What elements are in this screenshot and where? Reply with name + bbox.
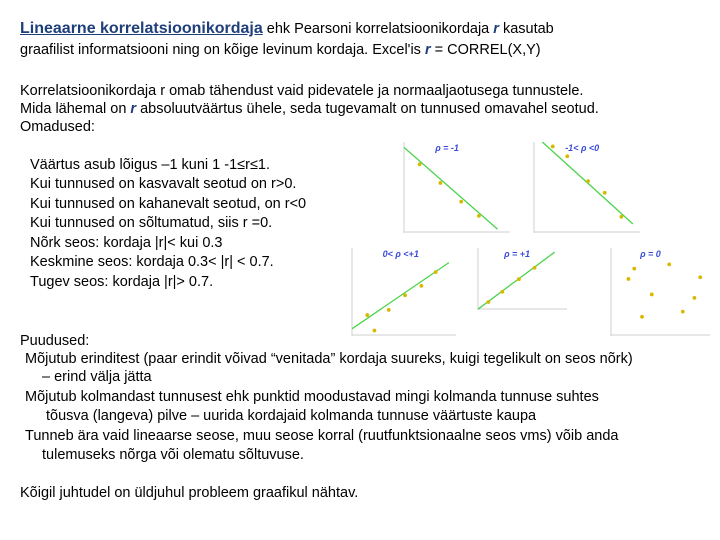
property-item-1: Väärtus asub lõigus –1 kuni 1 -1≤r≤1. <box>30 157 270 173</box>
scatter-plot-2 <box>528 138 640 233</box>
data-point <box>418 162 422 166</box>
data-point <box>565 154 569 158</box>
drawback-item-3-cont: tulemuseks nõrga või olematu sõltuvuse. <box>42 447 304 463</box>
plot-label: 0< ρ <+1 <box>382 249 419 259</box>
scatter-plot-svg-5 <box>605 244 710 336</box>
data-point <box>487 300 491 304</box>
para2-line-1: Korrelatsioonikordaja r omab tähendust vaid pidevatele ja normaaljaotusega tunnustele. <box>20 83 584 99</box>
scatter-plot-svg-1 <box>398 138 510 233</box>
drawback-item-3: Tunneb ära vaid lineaarse seose, muu seose korral (ruutfunktsionaalne seos vms) võib anda <box>25 428 619 444</box>
drawback-item-1-cont: – erind välja jätta <box>42 369 152 385</box>
intro-line-2 <box>20 41 541 60</box>
scatter-plot-svg-2 <box>528 138 640 233</box>
property-item-2: Kui tunnused on kasvavalt seotud on r>0. <box>30 176 297 192</box>
data-point <box>419 284 423 288</box>
r-symbol-2: r <box>424 42 431 58</box>
scatter-plot-svg-4 <box>472 244 567 310</box>
drawbacks-heading: Puudused: <box>20 333 90 349</box>
data-point <box>650 293 654 297</box>
intro-line2-a: graafilist informatsiooni ning on kõige levinum kordaja. Excel'is <box>20 42 425 58</box>
data-point <box>551 145 555 149</box>
r-symbol-3: r <box>130 101 137 117</box>
drawback-item-2-cont: tõusva (langeva) pilve – uurida kordajaid kolmanda tunnuse väärtuste kaupa <box>46 408 537 424</box>
property-item-4: Kui tunnused on sõltumatud, siis r =0. <box>30 215 273 231</box>
para2-line-2 <box>20 100 599 119</box>
data-point <box>632 267 636 271</box>
drawback-item-2: Mõjutub kolmandast tunnusest ehk punktid moodustavad mingi kolmanda tunnuse suhtes <box>25 389 599 405</box>
data-point <box>500 290 504 294</box>
property-item-7: Tugev seos: kordaja |r|> 0.7. <box>30 274 214 290</box>
para2-line-3: Omadused: <box>20 119 95 135</box>
data-point <box>640 315 644 319</box>
plot-label: ρ = 0 <box>640 249 661 259</box>
conclusion: Kõigil juhtudel on üldjuhul probleem graafikul nähtav. <box>20 485 359 501</box>
para2-line2-b: absoluutväärtus ühele, seda tugevamalt on tunnused omavahel seotud. <box>136 101 599 117</box>
data-point <box>403 293 407 297</box>
plot-label: ρ = -1 <box>435 143 459 153</box>
scatter-plot-3 <box>346 244 456 336</box>
drawback-item-1: Mõjutub erinditest (paar erindit võivad “venitada” kordaja suureks, kuigi tegelikult on seos nõrk) <box>25 351 633 367</box>
page-title: Lineaarne korrelatsioonikordaja <box>20 20 263 37</box>
data-point <box>434 270 438 274</box>
data-point <box>586 179 590 183</box>
scatter-plot-svg-3 <box>346 244 456 336</box>
intro-text-a: ehk Pearsoni korrelatsioonikordaja <box>262 21 494 37</box>
intro-line2-b: = CORREL(X,Y) <box>430 42 541 58</box>
r-symbol: r <box>493 21 499 37</box>
scatter-plot-1 <box>398 138 510 233</box>
property-item-3: Kui tunnused on kahanevalt seotud, on r<0 <box>30 196 307 212</box>
data-point <box>619 215 623 219</box>
data-point <box>681 310 685 314</box>
data-point <box>627 277 631 281</box>
data-point <box>365 313 369 317</box>
scatter-plot-4 <box>472 244 567 310</box>
property-item-6: Keskmine seos: kordaja 0.3< |r| < 0.7. <box>30 254 274 270</box>
plot-label: ρ = +1 <box>504 249 531 259</box>
property-item-5: Nõrk seos: kordaja |r|< kui 0.3 <box>30 235 223 251</box>
data-point <box>603 191 607 195</box>
data-point <box>693 296 697 300</box>
intro-line-1 <box>20 19 554 39</box>
intro-text-b: kasutab <box>498 21 554 37</box>
data-point <box>533 266 537 270</box>
data-point <box>517 277 521 281</box>
trend-line <box>404 147 498 229</box>
data-point <box>373 329 377 333</box>
plot-label: -1< ρ <0 <box>565 143 600 153</box>
para2-line2-a: Mida lähemal on <box>20 101 131 117</box>
data-point <box>439 181 443 185</box>
data-point <box>459 200 463 204</box>
data-point <box>667 262 671 266</box>
data-point <box>698 275 702 279</box>
data-point <box>387 308 391 312</box>
data-point <box>477 214 481 218</box>
scatter-plot-5 <box>605 244 710 336</box>
